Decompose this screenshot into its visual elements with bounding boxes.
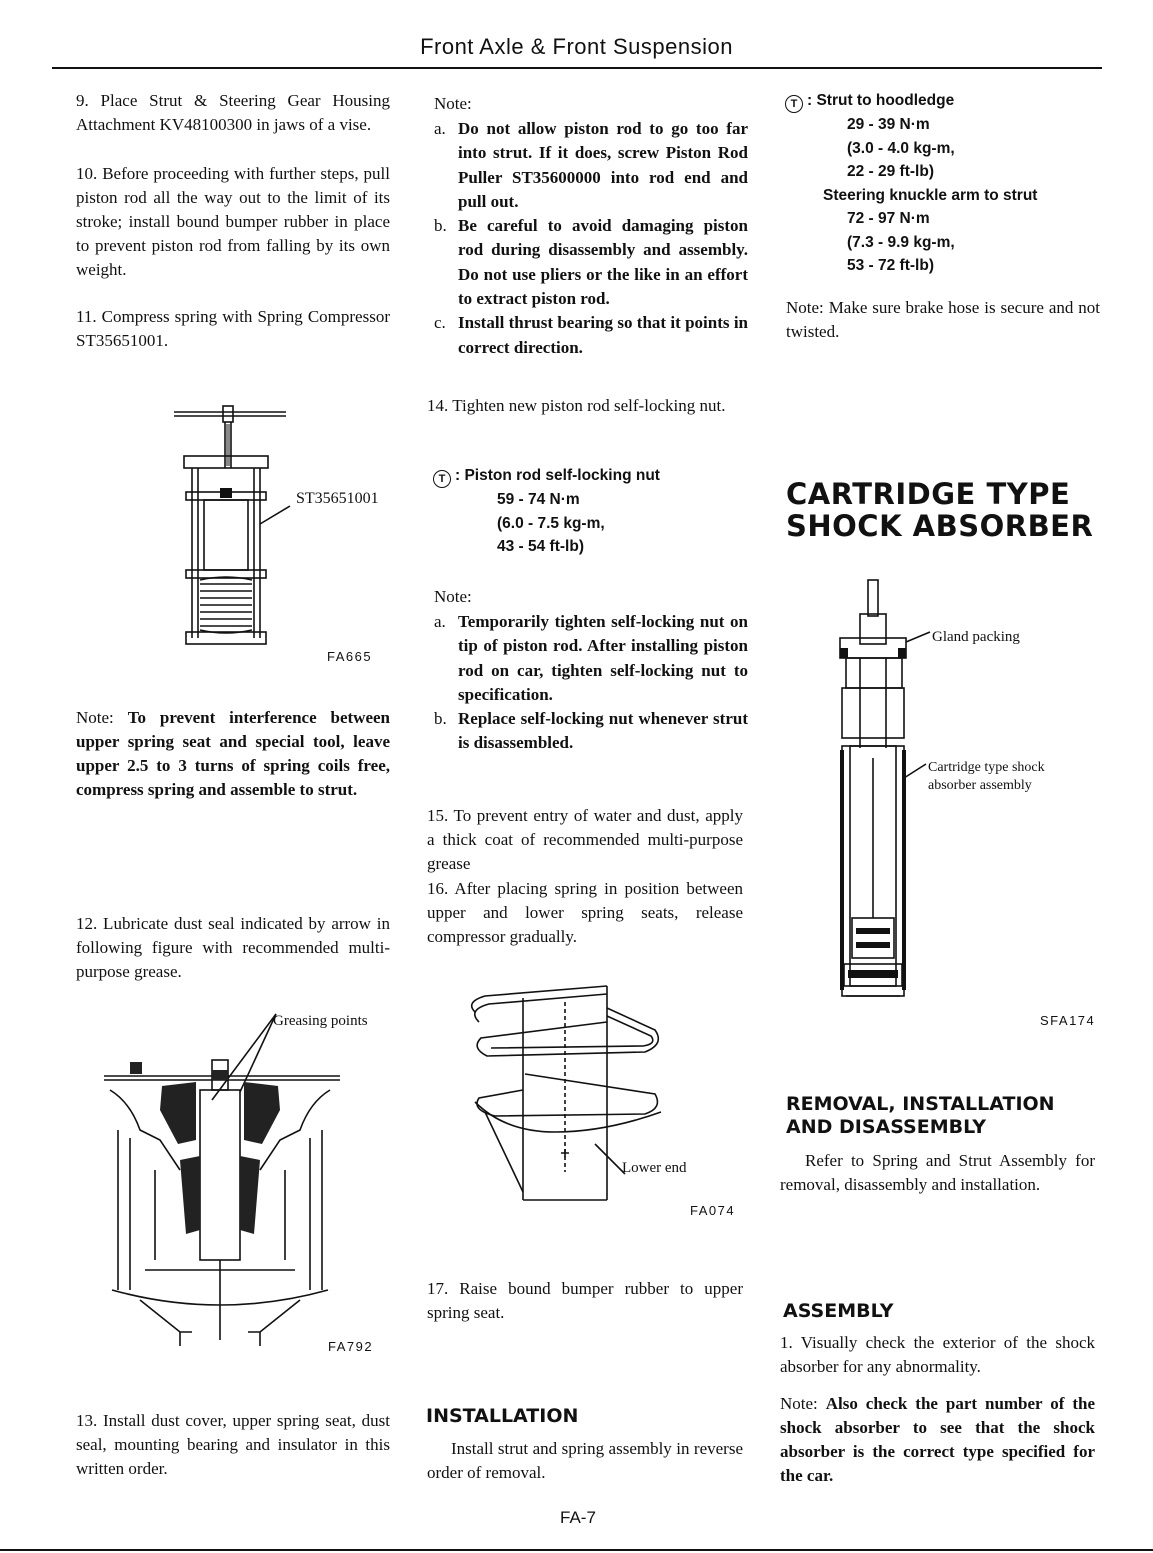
note-prefix: Note:	[786, 298, 824, 317]
spring-compressor-figure	[170, 398, 400, 663]
note1-list	[434, 117, 748, 360]
lower-end-label: Lower end	[622, 1160, 687, 1176]
step-9: 9. Place Strut & Steering Gear Housing Attachment KV48100300 in jaws of a vise.	[76, 91, 390, 134]
fig-code-fa074: FA074	[690, 1203, 736, 1218]
note2-item: a. Temporarily tighten self-locking nut on tip of piston rod. After installing piston rod on car, tighten self-locking nut to specification.	[434, 612, 748, 704]
torque-icon: T	[433, 470, 451, 488]
cartridge-shock-absorber-figure	[830, 578, 920, 1008]
note-text: To prevent interference between upper spring seat and special tool, leave upper 2.5 to 3 turns of spring coils free, compress spring and assemble to strut.	[76, 708, 390, 799]
note2-title: Note:	[434, 587, 472, 606]
installation-heading: INSTALLATION	[426, 1405, 579, 1427]
fig-code-sfa174: SFA174	[1040, 1013, 1096, 1028]
page-header-title: Front Axle & Front Suspension	[420, 34, 733, 59]
assembly-step-1: 1. Visually check the exterior of the shock absorber for any abnormality.	[780, 1333, 1095, 1376]
note2-list	[434, 610, 748, 756]
removal-heading-line1: REMOVAL, INSTALLATION	[786, 1093, 1055, 1115]
removal-heading-line2: AND DISASSEMBLY	[786, 1116, 987, 1138]
greasing-points-figure	[100, 1020, 350, 1350]
step-17: 17. Raise bound bumper rubber to upper spring seat.	[427, 1279, 743, 1322]
step-16: 16. After placing spring in position between upper and lower spring seats, release compressor gradually.	[427, 879, 743, 946]
note-brake-hose	[786, 296, 1100, 344]
note1-title: Note:	[434, 94, 472, 113]
step-14: 14. Tighten new piston rod self-locking nut.	[427, 396, 726, 415]
torque-piston-nut: T : Piston rod self-locking nut 59 - 74 N·m (6.0 - 7.5 kg-m, 43 - 54 ft-lb)	[433, 464, 660, 559]
fig-code-fa665: FA665	[327, 649, 373, 664]
cartridge-label-line1: Cartridge type shock	[928, 760, 1045, 775]
removal-text: Refer to Spring and Strut Assembly for removal, disassembly and installation.	[780, 1151, 1095, 1194]
footer-rule	[0, 1549, 1153, 1551]
assembly-heading: ASSEMBLY	[783, 1300, 894, 1322]
step-11: 11. Compress spring with Spring Compressor ST35651001.	[76, 307, 390, 350]
note1-item: a. Do not allow piston rod to go too far into strut. If it does, screw Piston Rod Puller ST35600000 into rod end and pull out.	[434, 119, 748, 211]
gland-packing-label: Gland packing	[932, 629, 1020, 645]
step-10: 10. Before proceeding with further steps, pull piston rod all the way out to the limit of its stroke; install bound bumper rubber in place to prevent piston rod from falling by its own weight.	[76, 164, 390, 279]
note-prefix: Note:	[76, 708, 114, 727]
installation-text: Install strut and spring assembly in reverse order of removal.	[427, 1439, 743, 1482]
section-title-line2: SHOCK ABSORBER	[786, 509, 1094, 543]
step-13: 13. Install dust cover, upper spring seat, dust seal, mounting bearing and insulator in this written order.	[76, 1411, 390, 1478]
note1-item: b. Be careful to avoid damaging piston rod during disassembly and assembly. Do not use pliers or the like in an effort to extract piston rod.	[434, 216, 748, 309]
note-interference	[76, 706, 390, 802]
note-text: Also check the part number of the shock absorber to see that the shock absorber is the correct type specified for the car.	[780, 1394, 1096, 1485]
compressor-label: ST35651001	[296, 490, 379, 507]
section-title-line1: CARTRIDGE TYPE	[786, 477, 1071, 511]
note-part-number	[780, 1392, 1095, 1488]
cartridge-label-line2: absorber assembly	[928, 778, 1032, 793]
step-12: 12. Lubricate dust seal indicated by arrow in following figure with recommended multi-purpose grease.	[76, 914, 390, 981]
note2-item: b. Replace self-locking nut whenever strut is disassembled.	[434, 709, 748, 753]
note-prefix: Note:	[780, 1394, 818, 1413]
note-text: Make sure brake hose is secure and not twisted.	[786, 298, 1100, 341]
note1-item: c. Install thrust bearing so that it points in correct direction.	[434, 313, 748, 357]
greasing-points-label: Greasing points	[273, 1013, 368, 1029]
fig-code-fa792: FA792	[328, 1339, 374, 1354]
header-rule	[52, 67, 1102, 69]
page-number: FA-7	[560, 1508, 596, 1527]
torque-icon: T	[785, 95, 803, 113]
step-15: 15. To prevent entry of water and dust, apply a thick coat of recommended multi-purpose grease	[427, 806, 743, 873]
torque-strut: T : Strut to hoodledge 29 - 39 N·m (3.0 - 4.0 kg-m, 22 - 29 ft-lb) Steering knuckle arm to strut 72 - 97 N·m (7.3 - 9.9 kg-m, 53 - 72 ft-lb)	[785, 89, 1037, 278]
